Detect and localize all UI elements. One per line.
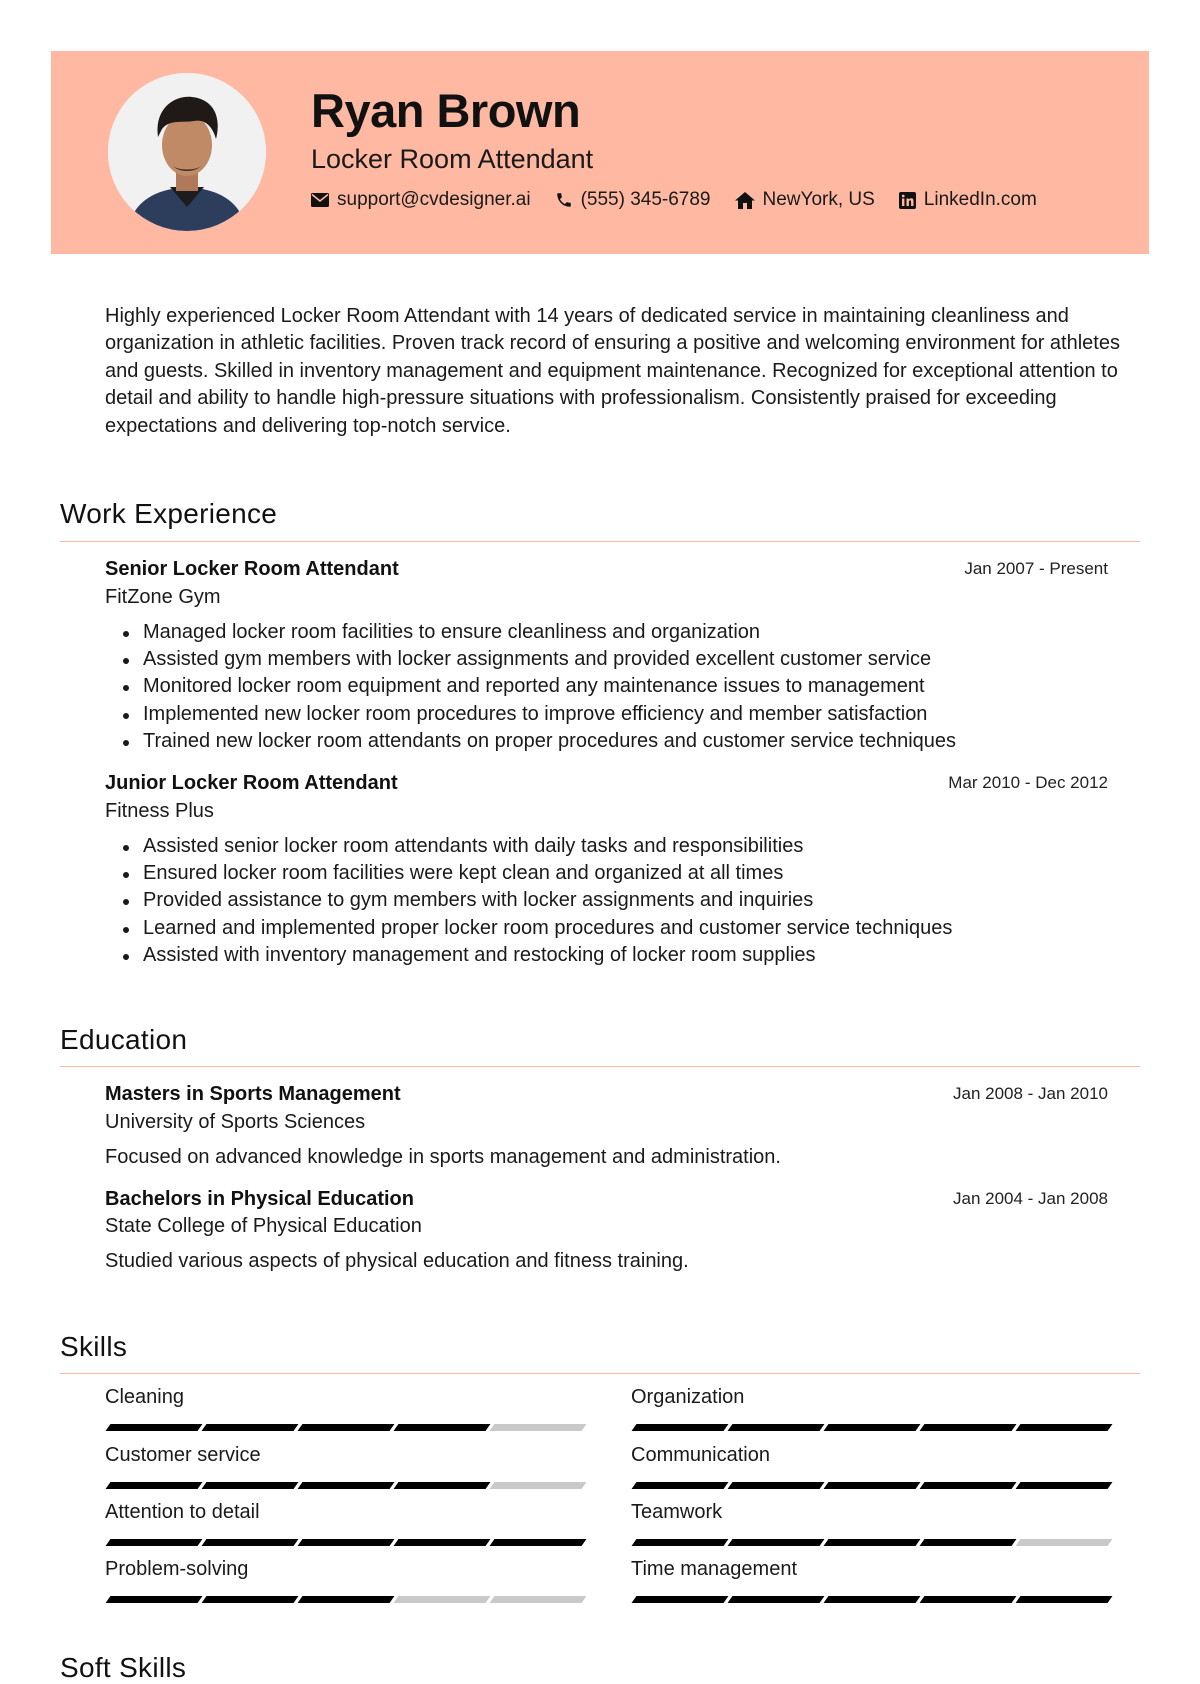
skill-segment-filled xyxy=(824,1424,921,1431)
skill-segment-filled xyxy=(824,1539,921,1546)
skill-segment-filled xyxy=(728,1539,825,1546)
job-date: Mar 2010 - Dec 2012 xyxy=(948,773,1108,792)
skill-segment-filled xyxy=(632,1539,729,1546)
list-item: Implemented new locker room procedures to improve efficiency and member satisfaction xyxy=(143,701,956,728)
skill-segment-filled xyxy=(298,1539,395,1546)
contact-phone-text: (555) 345-6789 xyxy=(580,189,711,210)
school-name: State College of Physical Education xyxy=(105,1215,422,1237)
skill-name: Teamwork xyxy=(631,1501,723,1523)
skill-level-bar xyxy=(108,1482,588,1489)
skill-name: Problem-solving xyxy=(105,1558,249,1580)
list-item: Trained new locker room attendants on proper procedures and customer service techniques xyxy=(143,728,956,755)
skill-segment-filled xyxy=(728,1596,825,1603)
skill-name: Organization xyxy=(631,1386,745,1408)
list-item: Learned and implemented proper locker room procedures and customer service techniques xyxy=(143,915,952,942)
job-bullet-list xyxy=(143,619,956,755)
soft-skills-section-title: Soft Skills xyxy=(60,1652,187,1683)
skill-level-bar xyxy=(108,1596,588,1603)
candidate-role: Locker Room Attendant xyxy=(311,144,594,174)
skill-name: Communication xyxy=(631,1444,770,1466)
list-item: Monitored locker room equipment and reported any maintenance issues to management xyxy=(143,673,956,700)
school-name: University of Sports Sciences xyxy=(105,1111,366,1133)
education-section-divider xyxy=(60,1066,1140,1067)
list-item: Managed locker room facilities to ensure cleanliness and organization xyxy=(143,619,956,646)
job-title: Junior Locker Room Attendant xyxy=(105,772,398,794)
skill-segment-filled xyxy=(728,1424,825,1431)
list-item: Assisted with inventory management and restocking of locker room supplies xyxy=(143,942,952,969)
skill-segment-filled xyxy=(920,1482,1017,1489)
degree-description: Focused on advanced knowledge in sports management and administration. xyxy=(105,1146,781,1168)
contact-list xyxy=(311,189,1061,211)
skill-name: Customer service xyxy=(105,1444,261,1466)
degree-date: Jan 2008 - Jan 2010 xyxy=(952,1084,1108,1103)
job-company: FitZone Gym xyxy=(105,586,221,608)
skill-segment-filled xyxy=(298,1596,395,1603)
skill-name: Cleaning xyxy=(105,1386,184,1408)
work-section-divider xyxy=(60,541,1140,542)
contact-location xyxy=(735,189,875,211)
skill-segment-filled xyxy=(728,1482,825,1489)
skill-segment-filled xyxy=(202,1424,299,1431)
skills-section-divider xyxy=(60,1373,1140,1374)
degree-date: Jan 2004 - Jan 2008 xyxy=(952,1189,1108,1208)
skill-segment-filled xyxy=(1016,1482,1113,1489)
skill-segment-filled xyxy=(1016,1596,1113,1603)
degree-description: Studied various aspects of physical education and fitness training. xyxy=(105,1250,689,1272)
skill-segment-filled xyxy=(202,1539,299,1546)
skill-segment-filled xyxy=(202,1482,299,1489)
skill-segment-filled xyxy=(632,1596,729,1603)
education-section-title: Education xyxy=(60,1024,188,1055)
skill-segment-filled xyxy=(490,1539,587,1546)
skill-segment-filled xyxy=(632,1482,729,1489)
skill-segment-filled xyxy=(394,1539,491,1546)
home-icon xyxy=(735,192,755,209)
skill-segment-filled xyxy=(106,1424,203,1431)
skill-segment-filled xyxy=(298,1424,395,1431)
contact-email-text: support@cvdesigner.ai xyxy=(337,189,531,210)
contact-linkedin[interactable] xyxy=(899,189,1037,211)
job-bullet-list xyxy=(143,833,952,969)
skill-segment-filled xyxy=(824,1482,921,1489)
degree-title: Masters in Sports Management xyxy=(105,1083,401,1105)
avatar xyxy=(108,73,266,231)
list-item: Assisted senior locker room attendants with daily tasks and responsibilities xyxy=(143,833,952,860)
skill-segment-empty xyxy=(490,1424,587,1431)
skill-segment-empty xyxy=(394,1596,491,1603)
list-item: Assisted gym members with locker assignments and provided excellent customer service xyxy=(143,646,956,673)
skill-segment-filled xyxy=(632,1424,729,1431)
candidate-name: Ryan Brown xyxy=(311,84,581,137)
work-section-title: Work Experience xyxy=(60,498,278,529)
skill-level-bar xyxy=(634,1424,1114,1431)
resume-header xyxy=(51,51,1149,254)
skill-level-bar xyxy=(634,1539,1114,1546)
skill-level-bar xyxy=(108,1539,588,1546)
contact-linkedin-text: LinkedIn.com xyxy=(923,189,1037,210)
list-item: Provided assistance to gym members with locker assignments and inquiries xyxy=(143,887,952,914)
phone-icon xyxy=(555,191,573,209)
skill-segment-empty xyxy=(490,1596,587,1603)
skill-segment-empty xyxy=(1016,1539,1113,1546)
skill-segment-filled xyxy=(920,1424,1017,1431)
skill-segment-filled xyxy=(202,1596,299,1603)
summary-text: Highly experienced Locker Room Attendant with 14 years of dedicated service in maintaining cleanliness and organization in athletic facilities. Proven track record of ensuring a positive and welcoming environment for athletes and guests. Skilled in inventory management and equipment maintenance. Recognized for exceptional attention to detail and ability to handle high-pressure situations with professionalism. Consistently praised for exceeding expectations and delivering top-notch service. xyxy=(105,305,1120,437)
job-company: Fitness Plus xyxy=(105,800,214,822)
skill-segment-filled xyxy=(920,1539,1017,1546)
skill-level-bar xyxy=(634,1482,1114,1489)
skill-segment-filled xyxy=(824,1596,921,1603)
skill-segment-filled xyxy=(394,1482,491,1489)
skill-segment-filled xyxy=(394,1424,491,1431)
contact-email[interactable] xyxy=(311,189,531,211)
skill-segment-filled xyxy=(920,1596,1017,1603)
job-title: Senior Locker Room Attendant xyxy=(105,558,399,580)
degree-title: Bachelors in Physical Education xyxy=(105,1188,414,1210)
skill-name: Time management xyxy=(631,1558,797,1580)
skills-section-title: Skills xyxy=(60,1331,128,1362)
list-item: Ensured locker room facilities were kept clean and organized at all times xyxy=(143,860,952,887)
skill-segment-filled xyxy=(106,1539,203,1546)
skill-name: Attention to detail xyxy=(105,1501,260,1523)
skill-segment-filled xyxy=(106,1596,203,1603)
skill-level-bar xyxy=(634,1596,1114,1603)
skill-segment-empty xyxy=(490,1482,587,1489)
skill-level-bar xyxy=(108,1424,588,1431)
skill-segment-filled xyxy=(1016,1424,1113,1431)
job-date: Jan 2007 - Present xyxy=(964,559,1108,578)
linkedin-icon xyxy=(899,192,916,209)
skill-segment-filled xyxy=(106,1482,203,1489)
envelope-icon xyxy=(311,193,329,207)
contact-phone[interactable] xyxy=(555,189,711,211)
skill-segment-filled xyxy=(298,1482,395,1489)
contact-location-text: NewYork, US xyxy=(762,189,875,210)
